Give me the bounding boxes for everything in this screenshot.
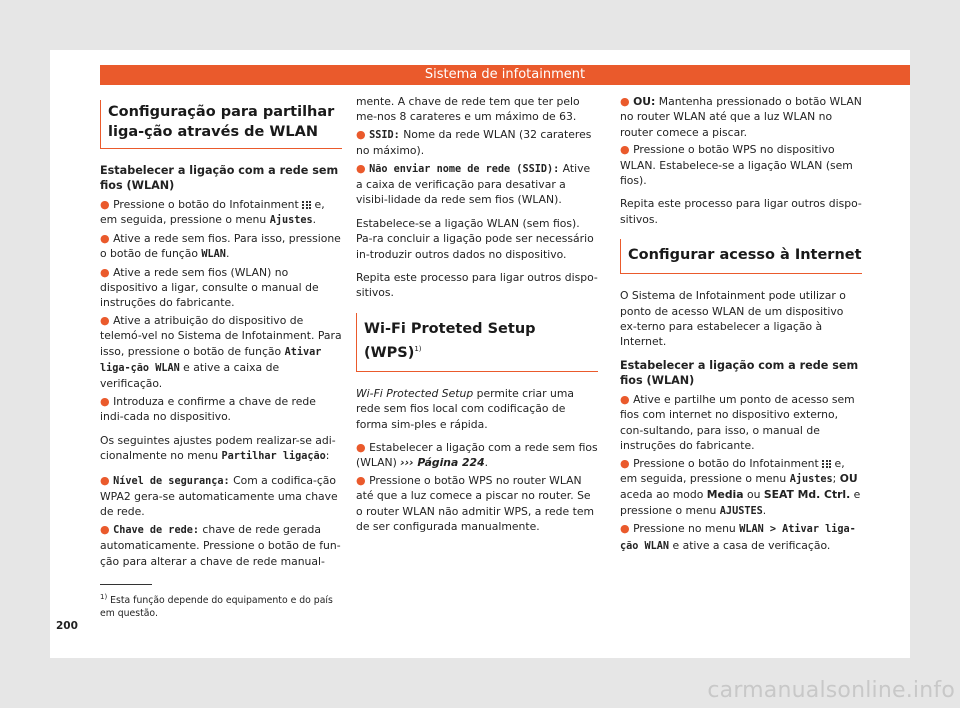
paragraph: Repita este processo para ligar outros dispo-sitivos. <box>356 271 598 300</box>
bullet-icon: ● <box>620 522 634 536</box>
watermark: carmanualsonline.info <box>707 678 955 703</box>
section-title-wlan-sharing: Configuração para partilhar liga-ção através de WLAN <box>100 100 342 149</box>
document-page <box>50 50 910 658</box>
list-item: ● Ative a rede sem fios. Para isso, pressione o botão de função WLAN. <box>100 231 341 261</box>
bullet-icon: ● <box>100 394 114 408</box>
page-header: Sistema de infotainment <box>100 65 910 85</box>
footnote-marker: 1) <box>100 593 108 601</box>
list-item: ● Pressione no menu WLAN > Ativar liga-ção WLAN e ative a casa de verificação. <box>620 522 856 552</box>
list-item: ● Nível de segurança: Com a codifica-ção WPA2 gera-se automaticamente uma chave de rede. <box>100 473 338 519</box>
list-item: ● Não enviar nome de rede (SSID): Ative a caixa de verificação para desativar a visibi-lidade da rede sem fios (WLAN). <box>356 161 591 207</box>
bullet-icon: ● <box>100 198 114 211</box>
paragraph: Repita este processo para ligar outros dispo-sitivos. <box>620 197 862 226</box>
column-1 <box>100 94 342 571</box>
bullet-icon: ● <box>356 127 370 141</box>
bullet-icon: ● <box>100 313 114 327</box>
menu-grid-icon <box>302 201 311 209</box>
bullet-icon: ● <box>356 161 370 175</box>
subsection-title-connect-wlan: Estabelecer a ligação com a rede sem fios (WLAN) <box>100 164 339 192</box>
footnote <box>100 584 340 620</box>
list-item: ● Ative a atribuição do dispositivo de telemó-vel no Sistema de Infotainment. Para isso, pressione o botão de função Ativar liga-ção WLAN e ative a caixa de verificação. <box>100 313 342 391</box>
paragraph: mente. A chave de rede tem que ter pelo me-nos 8 carateres e um máximo de 63. <box>356 95 580 124</box>
paragraph: Estabelece-se a ligação WLAN (sem fios). Pa-ra concluir a ligação pode ser necessário in-troduzir outros dados no dispositivo. <box>356 216 594 261</box>
list-item: ● Ative e partilhe um ponto de acesso sem fios com internet no dispositivo externo, con-sultando, para isso, o manual de instruções do fabricante. <box>620 392 855 453</box>
column-3 <box>620 94 862 556</box>
bullet-icon: ● <box>620 95 634 108</box>
column-2 <box>356 94 598 536</box>
footnote-text: Esta função depende do equipamento e do país em questão. <box>100 595 333 619</box>
menu-grid-icon <box>822 460 831 468</box>
page-number: 200 <box>56 620 78 632</box>
list-item: ● Pressione o botão do Infotainment e, em seguida, pressione o menu Ajustes; OU aceda ao modo Media ou SEAT Md. Ctrl. e pressione o menu AJUSTES. <box>620 456 861 517</box>
list-item: ● OU: Mantenha pressionado o botão WLAN no router WLAN até que a luz WLAN no router comece a piscar. <box>620 95 862 139</box>
bullet-icon: ● <box>100 473 114 487</box>
list-item: ● Pressione o botão WPS no router WLAN até que a luz comece a piscar no router. Se o router WLAN não admitir WPS, a rede tem de ser configurada manualmente. <box>356 473 594 533</box>
list-item: ● Ative a rede sem fios (WLAN) no dispositivo a ligar, consulte o manual de instruções do fabricante. <box>100 265 319 310</box>
bullet-icon: ● <box>620 392 634 406</box>
subsection-title-connect-wlan-2: Estabelecer a ligação com a rede sem fios (WLAN) <box>620 358 859 387</box>
bullet-icon: ● <box>620 143 634 157</box>
footnote-divider <box>100 584 152 585</box>
list-item: ● Estabelecer a ligação com a rede sem fios (WLAN) ››› Página 224. <box>356 440 598 470</box>
section-title-wps: Wi-Fi Proteted Setup (WPS)$^{1)}$ <box>356 313 598 372</box>
bullet-icon: ● <box>356 473 370 487</box>
paragraph: Os seguintes ajustes podem realizar-se adi-cionalmente no menu Partilhar ligação: <box>100 433 336 463</box>
section-title-internet-access: Configurar acesso à Internet <box>620 239 862 274</box>
footnote-marker: 1) <box>414 344 422 353</box>
list-item: ● Pressione o botão WPS no dispositivo WLAN. Estabelece-se a ligação WLAN (sem fios). <box>620 143 853 188</box>
list-item: ● Chave de rede: chave de rede gerada automaticamente. Pressione o botão de fun-ção para alterar a chave de rede manual- <box>100 522 341 568</box>
bullet-icon: ● <box>100 522 114 536</box>
list-item: ● SSID: Nome da rede WLAN (32 carateres no máximo). <box>356 127 592 158</box>
list-item: ● Pressione o botão do Infotainment e, em seguida, pressione o menu Ajustes. <box>100 198 325 227</box>
bullet-icon: ● <box>356 440 370 454</box>
paragraph: O Sistema de Infotainment pode utilizar o ponto de acesso WLAN de um dispositivo ex-terno para estabelecer a ligação à Internet. <box>620 289 846 349</box>
bullet-icon: ● <box>100 265 114 279</box>
paragraph: Wi-Fi Protected Setup permite criar uma rede sem fios local com codificação de forma sim-ples e rápida. <box>356 386 575 431</box>
bullet-icon: ● <box>100 231 114 245</box>
list-item: ● Introduza e confirme a chave de rede indi-cada no dispositivo. <box>100 394 316 424</box>
page-reference-link[interactable]: ››› Página 224 <box>400 456 485 470</box>
bullet-icon: ● <box>620 456 634 470</box>
